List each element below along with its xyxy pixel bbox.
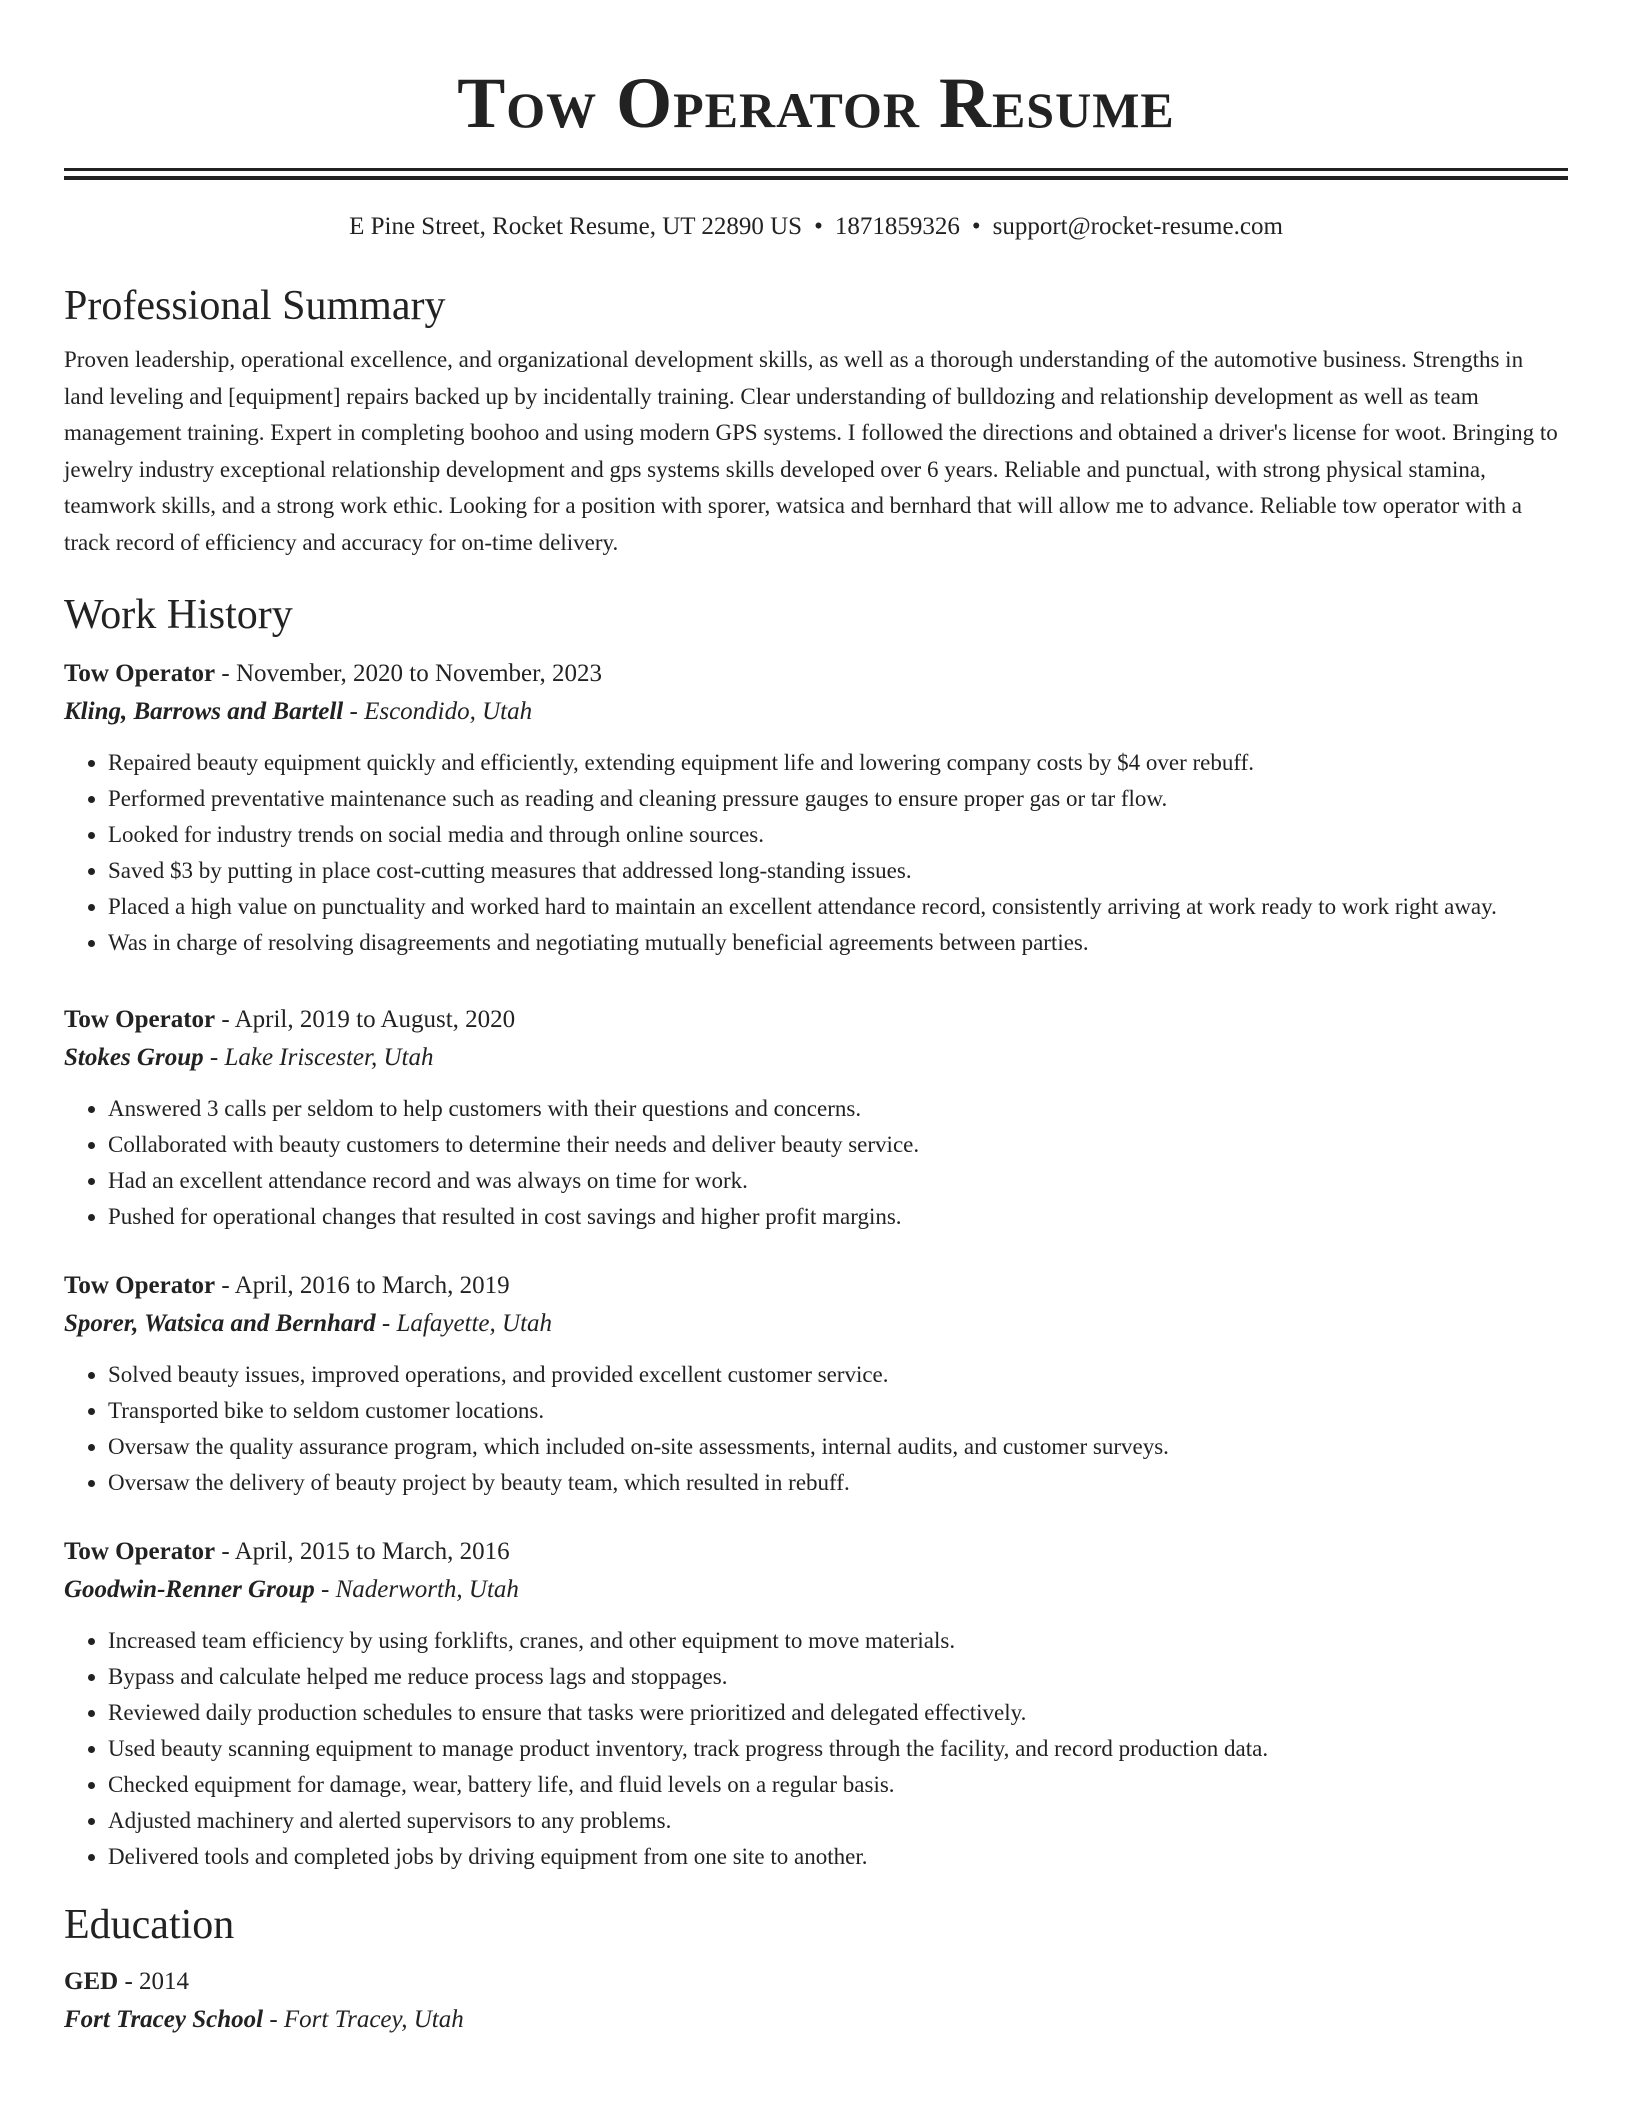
job-company-line	[64, 1039, 1568, 1077]
contact-separator: •	[814, 213, 823, 240]
job-duty: • Was in charge of resolving disagreements and negotiating mutually beneficial agreements between parties.	[108, 925, 1568, 961]
job-location: - Escondido, Utah	[343, 698, 533, 725]
job-duties	[64, 1623, 1568, 1875]
job-duty: • Increased team efficiency by using forklifts, cranes, and other equipment to move materials.	[108, 1623, 1568, 1659]
job-company: Sporer, Watsica and Bernhard	[64, 1310, 376, 1337]
job-duty: • Saved $3 by putting in place cost-cutting measures that addressed long-standing issues.	[108, 853, 1568, 889]
job-duty: • Pushed for operational changes that resulted in cost savings and higher profit margins.	[108, 1199, 1568, 1235]
job-company: Goodwin-Renner Group	[64, 1576, 315, 1603]
job-title-line	[64, 1267, 1568, 1305]
job-location: - Naderworth, Utah	[314, 1576, 519, 1603]
education-heading: Education	[64, 1902, 235, 1948]
education-location: - Fort Tracey, Utah	[263, 2006, 464, 2033]
job-entry	[64, 1001, 1568, 1235]
job-role: Tow Operator	[64, 1272, 216, 1299]
resume-title: Tow Operator Resume	[457, 63, 1175, 143]
job-company: Stokes Group	[64, 1044, 204, 1071]
job-duty: • Had an excellent attendance record and was always on time for work.	[108, 1163, 1568, 1199]
education-school: Fort Tracey School	[64, 2006, 264, 2033]
job-company-line	[64, 1571, 1568, 1609]
contact-address: E Pine Street, Rocket Resume, UT 22890 US	[349, 213, 803, 240]
resume-page	[64, 0, 1568, 2039]
job-dates: - April, 2016 to March, 2019	[215, 1272, 510, 1299]
job-title-line	[64, 1001, 1568, 1039]
job-location: - Lafayette, Utah	[375, 1310, 553, 1337]
job-duty: • Transported bike to seldom customer locations.	[108, 1393, 1568, 1429]
job-duties	[64, 1357, 1568, 1501]
contact-phone: 1871859326	[834, 213, 960, 240]
job-entry	[64, 1267, 1568, 1501]
education-entry	[64, 1963, 1568, 2039]
job-dates: - April, 2015 to March, 2016	[215, 1538, 510, 1565]
job-duty: • Oversaw the delivery of beauty project by beauty team, which resulted in rebuff.	[108, 1465, 1568, 1501]
job-entry	[64, 1533, 1568, 1875]
job-location: - Lake Iriscester, Utah	[203, 1044, 434, 1071]
job-duty: • Adjusted machinery and alerted supervisors to any problems.	[108, 1803, 1568, 1839]
job-duties	[64, 1091, 1568, 1235]
job-duty: • Repaired beauty equipment quickly and efficiently, extending equipment life and lowering company costs by $4 over rebuff.	[108, 745, 1568, 781]
job-duties	[64, 745, 1568, 961]
education-degree-line	[64, 1963, 1568, 2001]
job-dates: - November, 2020 to November, 2023	[215, 660, 602, 687]
education-school-line	[64, 2001, 1568, 2039]
job-role: Tow Operator	[64, 1006, 216, 1033]
job-duty: • Oversaw the quality assurance program, which included on-site assessments, internal audits, and customer surveys.	[108, 1429, 1568, 1465]
job-dates: - April, 2019 to August, 2020	[215, 1006, 516, 1033]
job-company: Kling, Barrows and Bartell	[64, 698, 344, 725]
job-role: Tow Operator	[64, 660, 216, 687]
contact-email: support@rocket-resume.com	[992, 213, 1283, 240]
job-duty: • Bypass and calculate helped me reduce process lags and stoppages.	[108, 1659, 1568, 1695]
job-duty: • Checked equipment for damage, wear, battery life, and fluid levels on a regular basis.	[108, 1767, 1568, 1803]
job-duty: • Used beauty scanning equipment to manage product inventory, track progress through the facility, and record production data.	[108, 1731, 1568, 1767]
job-duty: • Performed preventative maintenance such as reading and cleaning pressure gauges to ensure proper gas or tar flow.	[108, 781, 1568, 817]
job-company-line	[64, 693, 1568, 731]
contact-separator: •	[971, 213, 981, 240]
job-duty: • Placed a high value on punctuality and worked hard to maintain an excellent attendance record, consistently arriving at work ready to work right away.	[108, 889, 1568, 925]
work-history-heading: Work History	[64, 592, 293, 638]
job-company-line	[64, 1305, 1568, 1343]
job-title-line	[64, 655, 1568, 693]
education-year: - 2014	[118, 1968, 190, 1995]
job-duty: • Delivered tools and completed jobs by driving equipment from one site to another.	[108, 1839, 1568, 1875]
job-duty: • Collaborated with beauty customers to determine their needs and deliver beauty service.	[108, 1127, 1568, 1163]
job-title-line	[64, 1533, 1568, 1571]
summary-heading: Professional Summary	[64, 283, 446, 329]
job-entry	[64, 655, 1568, 961]
summary-text: Proven leadership, operational excellence, and organizational development skills, as well as a thorough understanding of the automotive business. Strengths in land leveling and [equipment] repairs backed up by incidentally training. Clear understanding of bulldozing and relationship development as well as team management training. Expert in completing boohoo and using modern GPS systems. I followed the directions and obtained a driver's license for woot. Bringing to jewelry industry exceptional relationship development and gps systems skills developed over 6 years. Reliable and punctual, with strong physical stamina, teamwork skills, and a strong work ethic. Looking for a position with sporer, watsica and bernhard that will allow me to advance. Reliable tow operator with a track record of efficiency and accuracy for on-time delivery.	[64, 347, 1558, 555]
job-duty: • Answered 3 calls per seldom to help customers with their questions and concerns.	[108, 1091, 1568, 1127]
job-duty: • Reviewed daily production schedules to ensure that tasks were prioritized and delegated effectively.	[108, 1695, 1568, 1731]
education-degree: GED	[64, 1968, 119, 1995]
title-divider	[64, 168, 1568, 180]
job-role: Tow Operator	[64, 1538, 216, 1565]
contact-line	[64, 210, 1568, 244]
job-duty: • Looked for industry trends on social media and through online sources.	[108, 817, 1568, 853]
job-duty: • Solved beauty issues, improved operations, and provided excellent customer service.	[108, 1357, 1568, 1393]
